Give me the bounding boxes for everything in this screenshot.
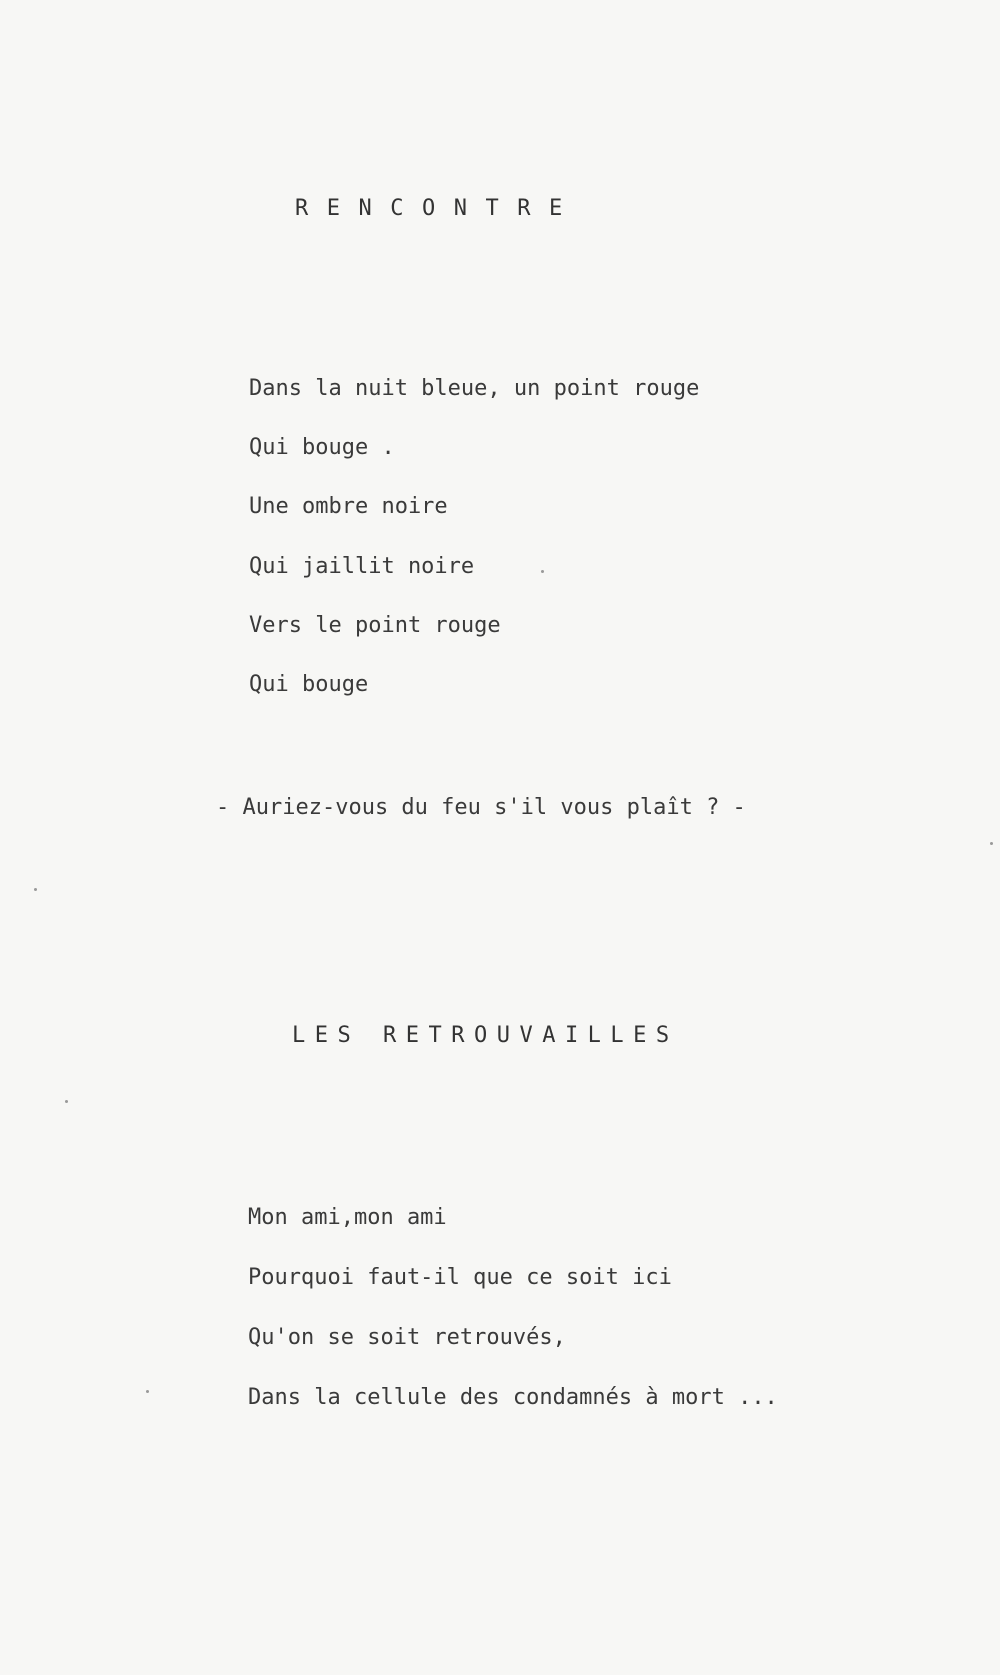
- poem-line: Dans la nuit bleue, un point rouge: [249, 376, 700, 401]
- poem-line: Mon ami,mon ami: [248, 1205, 447, 1230]
- paper-speck: [34, 888, 37, 891]
- poem-line: Qui bouge: [249, 672, 369, 697]
- paper-speck: [990, 842, 993, 845]
- paper-speck: [541, 570, 544, 573]
- poem-line: Qui jaillit noire: [249, 554, 475, 579]
- poem-closing-line: - Auriez-vous du feu s'il vous plaît ? -: [216, 795, 746, 820]
- poem-title-les-retrouvailles: LES RETROUVAILLES: [292, 1023, 679, 1048]
- poem-line: Vers le point rouge: [249, 613, 501, 638]
- poem-title-rencontre: RENCONTRE: [295, 196, 581, 221]
- paper-speck: [146, 1390, 149, 1393]
- poem-line: Dans la cellule des condamnés à mort ...: [248, 1385, 778, 1410]
- poem-line: Pourquoi faut-il que ce soit ici: [248, 1265, 672, 1290]
- poem-line: Qui bouge .: [249, 435, 395, 460]
- paper-speck: [65, 1100, 68, 1103]
- poem-line: Qu'on se soit retrouvés,: [248, 1325, 566, 1350]
- poem-line: Une ombre noire: [249, 494, 448, 519]
